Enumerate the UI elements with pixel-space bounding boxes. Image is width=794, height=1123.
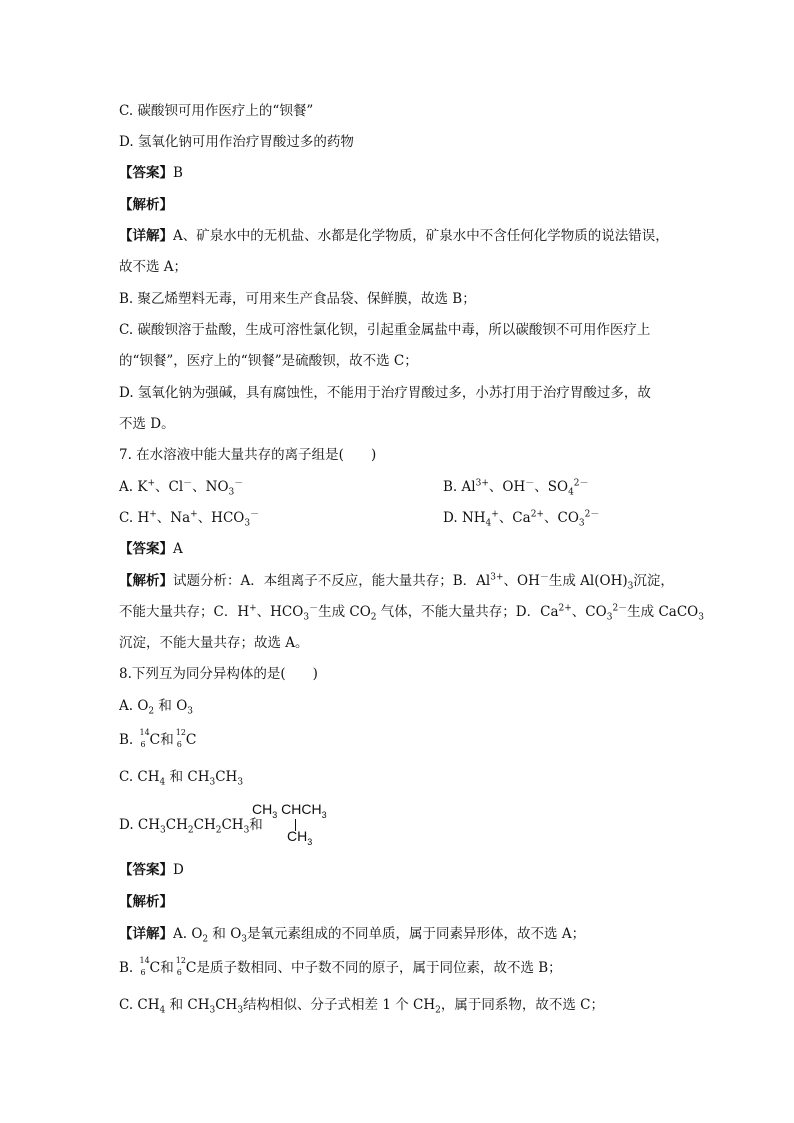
answer-tag: 【答案】 bbox=[119, 165, 173, 181]
q8-analysis: 【解析】 bbox=[119, 894, 173, 910]
answer-line bbox=[119, 164, 183, 182]
detail-text: A、矿泉水中的无机盐、水都是化学物质，矿泉水中不含任何化学物质的说法错误， bbox=[173, 228, 669, 244]
structure-branch: $CH_3$ bbox=[287, 828, 313, 847]
q8-detail-a: 【详解】A. $O_2$ 和 $O_3$是氧元素组成的不同单质，属于同素异形体，故不选 A； bbox=[119, 926, 586, 945]
q8-option-a: A. $O_2$ 和 $O_3$ bbox=[119, 698, 194, 717]
isobutane-structure bbox=[252, 799, 362, 849]
option-d-text: D. 氢氧化钠可用作治疗胃酸过多的药物 bbox=[119, 134, 354, 150]
nuclide-c12-detail: 12 6 bbox=[175, 955, 186, 977]
detail-c-continued: 的“钡餐”，医疗上的“钡餐”是硫酸钡，故不选 C； bbox=[119, 353, 418, 369]
q7-option-c: C. H+、Na+、$HCO_3^-$ bbox=[119, 509, 260, 529]
question-8-stem: 8.下列互为同分异构体的是( ) bbox=[119, 666, 318, 682]
detail-c: C. 碳酸钡溶于盐酸，生成可溶性氯化钡，引起重金属盐中毒，所以碳酸钡不可用作医疗上 bbox=[119, 322, 651, 338]
question-7-stem: 7. 在水溶液中能大量共存的离子组是( ) bbox=[119, 447, 377, 463]
nuclide-c14-detail: 14 6 bbox=[139, 955, 150, 977]
q7-answer: 【答案】A bbox=[119, 541, 183, 557]
q7-analysis-line3: 沉淀，不能大量共存；故选 A。 bbox=[119, 635, 309, 651]
q8-detail-c: C. $CH_4$ 和 $CH_3CH_3$结构相似、分子式相差 1 个 $CH_2$，属于同系物，故不选 C； bbox=[119, 997, 604, 1016]
detail-d-continued: 不选 D。 bbox=[119, 416, 175, 432]
q7-option-b: B. $Al^{3+}$、OH－、$SO_4^{2-}$ bbox=[443, 478, 589, 498]
nuclide-c14: 14 6 bbox=[139, 727, 150, 749]
q7-analysis-line2: 不能大量共存；C．H+、$HCO_3^-$生成 $CO_2$ 气体，不能大量共存；D．$Ca^{2+}$、$CO_3^{2-}$生成 CaCO$_3$ bbox=[119, 603, 704, 623]
q8-option-b: B. 14 6 C和 12 6 C bbox=[119, 727, 197, 749]
detail-b: B. 聚乙烯塑料无毒，可用来生产食品袋、保鲜膜，故选 B； bbox=[119, 291, 476, 307]
q8-answer: 【答案】D bbox=[119, 862, 184, 878]
detail-line bbox=[119, 227, 669, 245]
nuclide-c12: 12 6 bbox=[175, 727, 186, 749]
q7-option-d: D. $NH_4^+$、$Ca^{2+}$、$CO_3^{2-}$ bbox=[443, 509, 600, 529]
analysis-line bbox=[119, 196, 173, 214]
option-c-text: C. 碳酸钡可用作医疗上的“钡餐” bbox=[119, 103, 314, 119]
q8-option-c: C. $CH_4$ 和 $CH_3CH_3$ bbox=[119, 769, 244, 788]
analysis-tag: 【解析】 bbox=[119, 197, 173, 213]
q7-option-a: A. K+、Cl－、$NO_3^-$ bbox=[119, 478, 244, 498]
q8-option-d: D. $CH_3CH_2CH_2CH_3$和 bbox=[119, 817, 263, 836]
q7-analysis-line1: 【解析】试题分析：A．本组离子不反应，能大量共存；B．$Al^{3+}$、OH－生成 $Al(OH)_3$沉淀， bbox=[119, 572, 674, 592]
answer-value: B bbox=[173, 165, 183, 181]
detail-tag: 【详解】 bbox=[119, 228, 173, 244]
q8-detail-b: B. 14 6 C和 12 6 C是质子数相同、中子数不同的原子，属于同位素，故不选 B； bbox=[119, 955, 562, 977]
detail-continued: 故不选 A； bbox=[119, 259, 188, 275]
structure-main-chain: $CH_3$ $CHCH_3$ bbox=[252, 801, 327, 820]
detail-d: D. 氢氧化钠为强碱，具有腐蚀性，不能用于治疗胃酸过多，小苏打用于治疗胃酸过多，故 bbox=[119, 385, 651, 401]
